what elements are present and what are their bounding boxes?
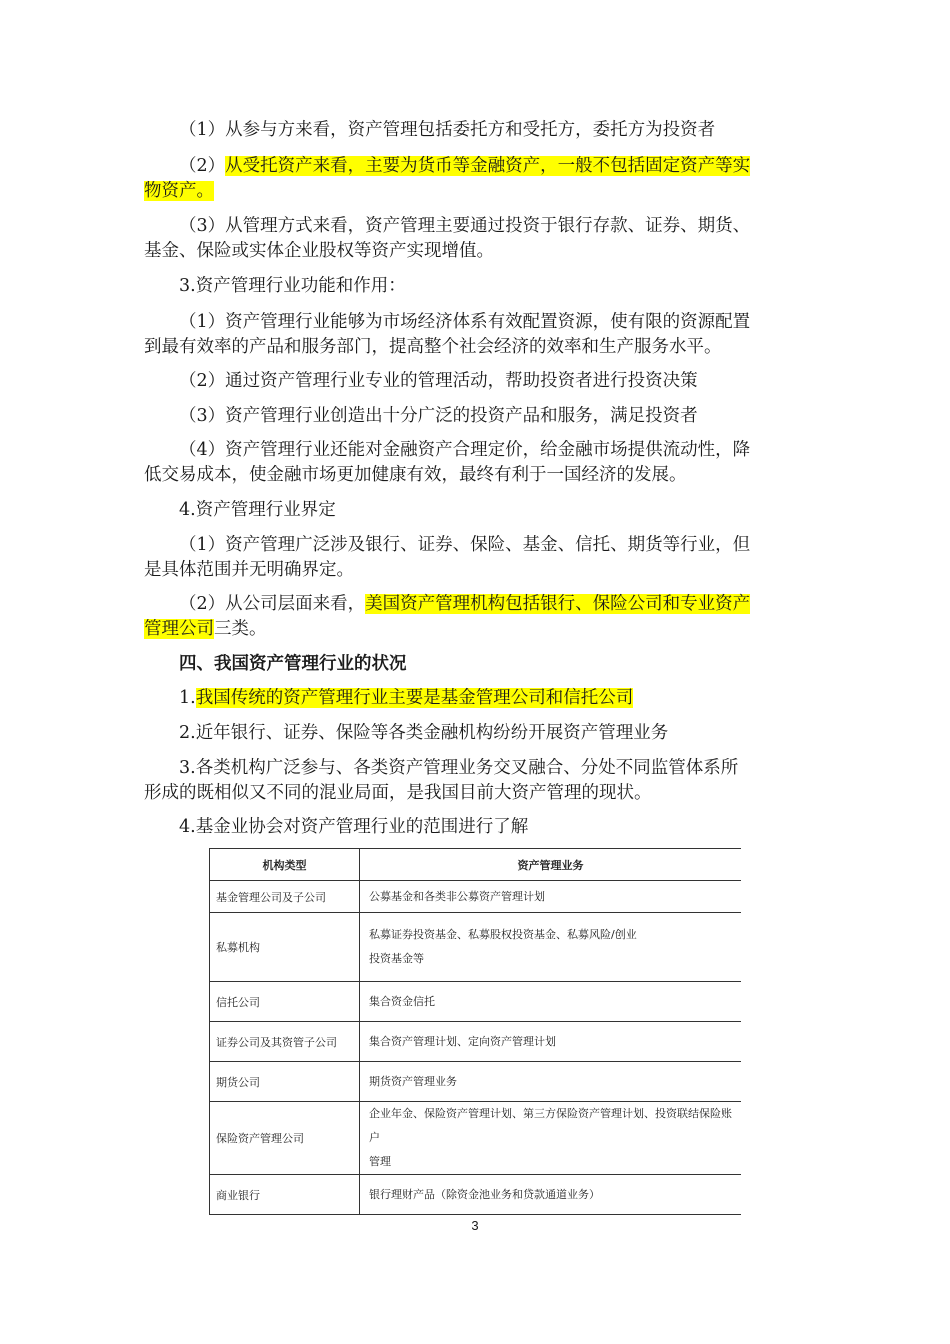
- highlighted-text: 我国传统的资产管理行业主要是基金管理公司和信托公司: [195, 688, 634, 708]
- table-header-cell: 资产管理业务: [360, 849, 742, 881]
- text-line: 4.基金业协会对资产管理行业的范围进行了解: [179, 817, 529, 837]
- paragraph-2-entrusted-assets: [144, 154, 806, 204]
- table-row: [210, 1102, 742, 1175]
- text-prefix: （2）从公司层面来看，: [179, 594, 366, 614]
- institution-type-cell: 期货公司: [210, 1062, 360, 1102]
- paragraph-status-3: [144, 756, 806, 806]
- business-cell: 公募基金和各类非公募资产管理计划: [360, 881, 742, 913]
- text-line: 低交易成本，使金融市场更加健康有效，最终有利于一国经济的发展。: [144, 465, 687, 485]
- table-header-row: [210, 849, 742, 881]
- table-row: [210, 1062, 742, 1102]
- paragraph-status-1: [144, 686, 806, 711]
- paragraph-status-4: [144, 815, 806, 840]
- table-row: [210, 982, 742, 1022]
- paragraph-function-1: [144, 310, 806, 360]
- institution-type-cell: 商业银行: [210, 1175, 360, 1215]
- text-line: （1）资产管理广泛涉及银行、证券、保险、基金、信托、期货等行业，但: [179, 535, 751, 555]
- business-cell: [360, 913, 742, 982]
- business-cell: [360, 1102, 742, 1175]
- business-cell: 集合资产管理计划、定向资产管理计划: [360, 1022, 742, 1062]
- text-line: 2.近年银行、证券、保险等各类金融机构纷纷开展资产管理业务: [179, 723, 669, 743]
- text-line: 4.资产管理行业界定: [179, 500, 336, 520]
- paragraph-3-management-method: [144, 214, 806, 264]
- section-heading-definition: [144, 498, 806, 523]
- paragraph-definition-2: [144, 592, 806, 642]
- text-line: 到最有效率的产品和服务部门，提高整个社会经济的效率和生产服务水平。: [144, 337, 722, 357]
- paragraph-function-4: [144, 438, 806, 488]
- text-line: （2）通过资产管理行业专业的管理活动，帮助投资者进行投资决策: [179, 371, 698, 391]
- business-line: 私募证券投资基金、私募股权投资基金、私募风险/创业: [369, 928, 637, 941]
- text-line: 3.各类机构广泛参与、各类资产管理业务交叉融合、分处不同监管体系所: [179, 758, 739, 778]
- text-line: 四、我国资产管理行业的状况: [179, 654, 407, 674]
- business-cell: 集合资金信托: [360, 982, 742, 1022]
- text-suffix: 三类。: [214, 619, 267, 639]
- institution-type-cell: 保险资产管理公司: [210, 1102, 360, 1175]
- table-row: [210, 1022, 742, 1062]
- page-number: 3: [471, 1218, 479, 1233]
- paragraph-status-2: [144, 721, 806, 746]
- paragraph-function-3: [144, 404, 806, 429]
- business-cell: 银行理财产品（除资金池业务和贷款通道业务）: [360, 1175, 742, 1215]
- business-line: 投资基金等: [369, 952, 424, 965]
- text-line: 3.资产管理行业功能和作用：: [179, 276, 406, 296]
- text-line: （3）从管理方式来看，资产管理主要通过投资于银行存款、证券、期货、: [179, 216, 751, 236]
- paragraph-1-participants: [144, 118, 806, 143]
- text-line: 形成的既相似又不同的混业局面，是我国目前大资产管理的现状。: [144, 783, 652, 803]
- table-row: [210, 913, 742, 982]
- highlighted-text: 从受托资产来看，主要为货币等金融资产，一般不包括固定资产等实: [225, 156, 751, 176]
- section-heading-functions: [144, 274, 806, 299]
- table-row: [210, 1175, 742, 1215]
- highlighted-text: 美国资产管理机构包括银行、保险公司和专业资产: [365, 594, 751, 614]
- text-prefix: （2）: [179, 156, 226, 176]
- text-line: 是具体范围并无明确界定。: [144, 560, 354, 580]
- text-line: （1）从参与方来看，资产管理包括委托方和受托方，委托方为投资者: [179, 120, 716, 140]
- institution-type-cell: 私募机构: [210, 913, 360, 982]
- text-line: （4）资产管理行业还能对金融资产合理定价，给金融市场提供流动性，降: [179, 440, 751, 460]
- text-line: （1）资产管理行业能够为市场经济体系有效配置资源，使有限的资源配置: [179, 312, 751, 332]
- business-line: 管理: [369, 1155, 391, 1168]
- paragraph-function-2: [144, 369, 806, 394]
- section-heading-china-status: [144, 652, 806, 677]
- paragraph-definition-1: [144, 533, 806, 583]
- institution-type-cell: 证券公司及其资管子公司: [210, 1022, 360, 1062]
- institution-type-cell: 基金管理公司及子公司: [210, 881, 360, 913]
- business-line: 企业年金、保险资产管理计划、第三方保险资产管理计划、投资联结保险账户: [369, 1107, 732, 1144]
- text-line: （3）资产管理行业创造出十分广泛的投资产品和服务，满足投资者: [179, 406, 698, 426]
- text-prefix: 1.: [179, 688, 196, 708]
- table-row: [210, 881, 742, 913]
- highlighted-text: 管理公司: [144, 619, 214, 639]
- table-header-cell: 机构类型: [210, 849, 360, 881]
- asset-management-scope-table: [209, 848, 741, 1215]
- institution-type-cell: 信托公司: [210, 982, 360, 1022]
- text-line: 基金、保险或实体企业股权等资产实现增值。: [144, 241, 494, 261]
- highlighted-text: 物资产。: [144, 181, 214, 201]
- business-cell: 期货资产管理业务: [360, 1062, 742, 1102]
